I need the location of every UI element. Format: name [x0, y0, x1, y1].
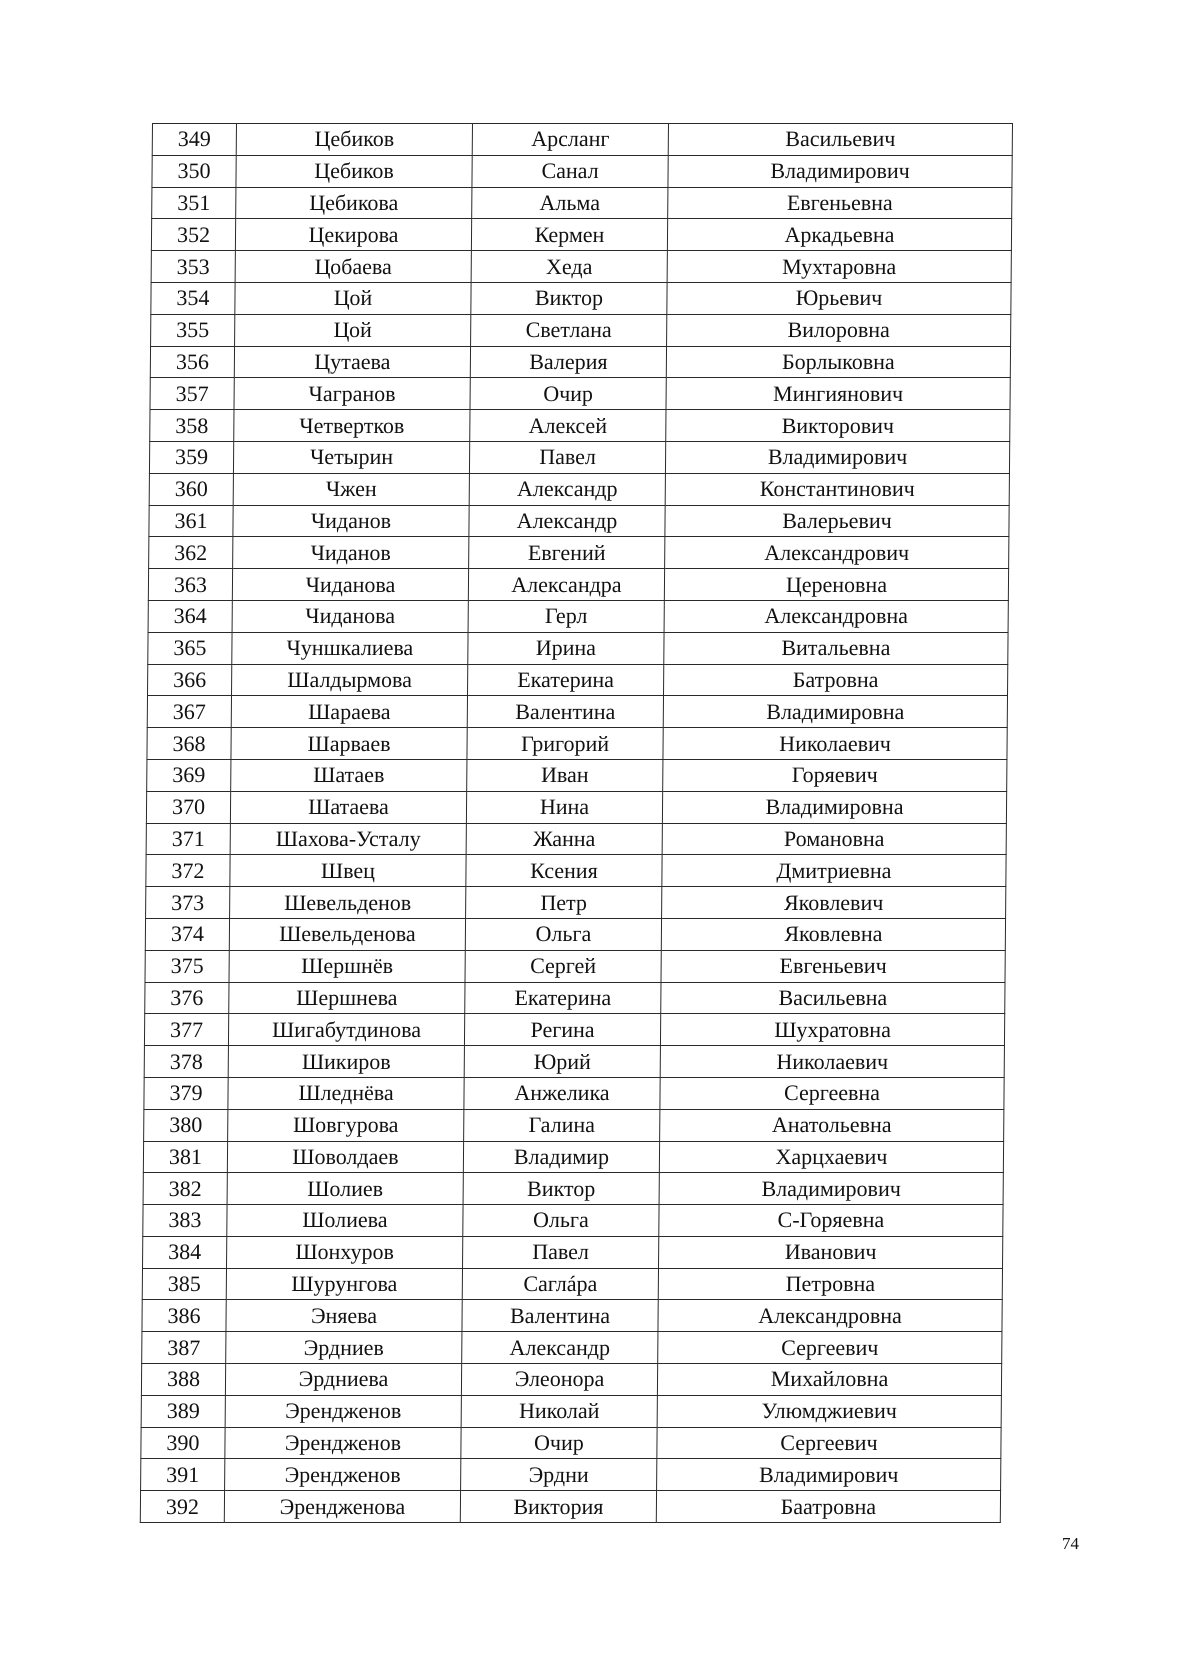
- row-number-cell: 379: [144, 1077, 228, 1109]
- patronymic-cell: Александровна: [664, 600, 1008, 632]
- table-row: [150, 346, 1010, 378]
- table-row: [151, 251, 1011, 283]
- patronymic-cell: Дмитриевна: [662, 855, 1006, 887]
- last-name-cell: Шевельденов: [230, 887, 466, 919]
- first-name-cell: Виктор: [471, 282, 667, 314]
- last-name-cell: Чжен: [233, 473, 469, 505]
- patronymic-cell: Витальевна: [664, 632, 1008, 664]
- last-name-cell: Чагранов: [234, 378, 470, 410]
- patronymic-cell: Николаевич: [660, 1046, 1004, 1078]
- table-row: [148, 632, 1008, 664]
- patronymic-cell: Евгеньевич: [661, 950, 1005, 982]
- last-name-cell: Цебиков: [236, 124, 472, 156]
- row-number-cell: 364: [148, 600, 232, 632]
- first-name-cell: Ксения: [466, 855, 662, 887]
- row-number-cell: 376: [145, 982, 229, 1014]
- last-name-cell: Четвертков: [234, 410, 470, 442]
- table-row: [149, 441, 1009, 473]
- name-list-body: [140, 124, 1012, 1523]
- row-number-cell: 360: [149, 473, 233, 505]
- patronymic-cell: Баатровна: [656, 1491, 1000, 1523]
- table-row: [144, 1014, 1004, 1046]
- first-name-cell: Арсланг: [472, 124, 668, 156]
- row-number-cell: 356: [150, 346, 234, 378]
- patronymic-cell: Юрьевич: [667, 282, 1011, 314]
- first-name-cell: Ольга: [463, 1205, 659, 1237]
- first-name-cell: Екатерина: [468, 664, 664, 696]
- first-name-cell: Валерия: [470, 346, 666, 378]
- patronymic-cell: Владимирович: [659, 1173, 1003, 1205]
- table-row: [145, 982, 1005, 1014]
- patronymic-cell: Владимирович: [668, 155, 1012, 187]
- patronymic-cell: Александровна: [658, 1300, 1002, 1332]
- first-name-cell: Валентина: [462, 1300, 658, 1332]
- last-name-cell: Чуншкалиева: [232, 632, 468, 664]
- first-name-cell: Жанна: [466, 823, 662, 855]
- patronymic-cell: Владимировна: [662, 791, 1006, 823]
- table-row: [142, 1332, 1002, 1364]
- row-number-cell: 350: [152, 155, 236, 187]
- row-number-cell: 359: [149, 441, 233, 473]
- first-name-cell: Регина: [464, 1014, 660, 1046]
- patronymic-cell: Владимировна: [663, 696, 1007, 728]
- row-number-cell: 390: [141, 1427, 225, 1459]
- last-name-cell: Цутаева: [234, 346, 470, 378]
- row-number-cell: 372: [146, 855, 230, 887]
- last-name-cell: Шатаев: [231, 759, 467, 791]
- row-number-cell: 381: [143, 1141, 227, 1173]
- row-number-cell: 363: [148, 569, 232, 601]
- patronymic-cell: Николаевич: [663, 728, 1007, 760]
- patronymic-cell: С-Горяевна: [659, 1205, 1003, 1237]
- row-number-cell: 357: [150, 378, 234, 410]
- first-name-cell: Альма: [472, 187, 668, 219]
- row-number-cell: 361: [149, 505, 233, 537]
- patronymic-cell: Владимирович: [657, 1459, 1001, 1491]
- first-name-cell: Александр: [469, 473, 665, 505]
- table-row: [141, 1427, 1001, 1459]
- table-row: [150, 410, 1010, 442]
- patronymic-cell: Яковлевич: [662, 887, 1006, 919]
- first-name-cell: Очир: [461, 1427, 657, 1459]
- table-row: [144, 1046, 1004, 1078]
- row-number-cell: 349: [152, 124, 236, 156]
- patronymic-cell: Константинович: [665, 473, 1009, 505]
- last-name-cell: Шурунгова: [226, 1268, 462, 1300]
- row-number-cell: 358: [150, 410, 234, 442]
- patronymic-cell: Евгеньевна: [668, 187, 1012, 219]
- first-name-cell: Александра: [468, 569, 664, 601]
- patronymic-cell: Сергеевна: [660, 1077, 1004, 1109]
- row-number-cell: 389: [141, 1395, 225, 1427]
- last-name-cell: Четырин: [233, 441, 469, 473]
- patronymic-cell: Цереновна: [664, 569, 1008, 601]
- table-row: [147, 728, 1007, 760]
- patronymic-cell: Борлыковна: [666, 346, 1010, 378]
- last-name-cell: Шершнёв: [229, 950, 465, 982]
- table-row: [146, 887, 1006, 919]
- first-name-cell: Очир: [470, 378, 666, 410]
- table-row: [142, 1300, 1002, 1332]
- table-row: [147, 696, 1007, 728]
- table-row: [147, 759, 1007, 791]
- first-name-cell: Ольга: [465, 918, 661, 950]
- table-row: [143, 1141, 1003, 1173]
- first-name-cell: Владимир: [463, 1141, 659, 1173]
- table-row: [145, 950, 1005, 982]
- last-name-cell: Эрендженов: [225, 1395, 461, 1427]
- patronymic-cell: Михайловна: [657, 1364, 1001, 1396]
- patronymic-cell: Викторович: [666, 410, 1010, 442]
- patronymic-cell: Петровна: [658, 1268, 1002, 1300]
- patronymic-cell: Улюмджиевич: [657, 1395, 1001, 1427]
- last-name-cell: Эрдниева: [225, 1364, 461, 1396]
- row-number-cell: 375: [145, 950, 229, 982]
- first-name-cell: Григорий: [467, 728, 663, 760]
- last-name-cell: Цой: [235, 282, 471, 314]
- last-name-cell: Шатаева: [230, 791, 466, 823]
- last-name-cell: Эрендженова: [224, 1491, 460, 1523]
- first-name-cell: Сергей: [465, 950, 661, 982]
- row-number-cell: 362: [149, 537, 233, 569]
- row-number-cell: 351: [152, 187, 236, 219]
- table-row: [149, 473, 1009, 505]
- row-number-cell: 374: [145, 918, 229, 950]
- patronymic-cell: Александрович: [665, 537, 1009, 569]
- row-number-cell: 386: [142, 1300, 226, 1332]
- patronymic-cell: Мингиянович: [666, 378, 1010, 410]
- patronymic-cell: Аркадьевна: [667, 219, 1011, 251]
- patronymic-cell: Сергеевич: [657, 1427, 1001, 1459]
- table-row: [141, 1364, 1001, 1396]
- first-name-cell: Галина: [464, 1109, 660, 1141]
- last-name-cell: Эрдниев: [226, 1332, 462, 1364]
- patronymic-cell: Харцхаевич: [659, 1141, 1003, 1173]
- row-number-cell: 365: [148, 632, 232, 664]
- row-number-cell: 371: [146, 823, 230, 855]
- last-name-cell: Цебиков: [236, 155, 472, 187]
- patronymic-cell: Романовна: [662, 823, 1006, 855]
- first-name-cell: Санал: [472, 155, 668, 187]
- row-number-cell: 378: [144, 1046, 228, 1078]
- last-name-cell: Цекирова: [235, 219, 471, 251]
- row-number-cell: 384: [143, 1236, 227, 1268]
- row-number-cell: 383: [143, 1205, 227, 1237]
- patronymic-cell: Мухтаровна: [667, 251, 1011, 283]
- table-row: [145, 918, 1005, 950]
- first-name-cell: Анжелика: [464, 1077, 660, 1109]
- table-row: [152, 124, 1012, 156]
- first-name-cell: Юрий: [464, 1046, 660, 1078]
- first-name-cell: Хеда: [471, 251, 667, 283]
- table-row: [146, 823, 1006, 855]
- row-number-cell: 353: [151, 251, 235, 283]
- row-number-cell: 369: [147, 759, 231, 791]
- page-number: 74: [1062, 1534, 1079, 1553]
- first-name-cell: Екатерина: [465, 982, 661, 1014]
- table-row: [148, 664, 1008, 696]
- last-name-cell: Шолиева: [227, 1205, 463, 1237]
- row-number-cell: 355: [151, 314, 235, 346]
- patronymic-cell: Валерьевич: [665, 505, 1009, 537]
- patronymic-cell: Иванович: [659, 1236, 1003, 1268]
- row-number-cell: 385: [142, 1268, 226, 1300]
- row-number-cell: 388: [141, 1364, 225, 1396]
- first-name-cell: Валентина: [467, 696, 663, 728]
- last-name-cell: Шовгурова: [228, 1109, 464, 1141]
- first-name-cell: Александр: [469, 505, 665, 537]
- last-name-cell: Швец: [230, 855, 466, 887]
- row-number-cell: 366: [148, 664, 232, 696]
- patronymic-cell: Шухратовна: [660, 1014, 1004, 1046]
- first-name-cell: Кермен: [471, 219, 667, 251]
- last-name-cell: Шигабутдинова: [228, 1014, 464, 1046]
- first-name-cell: Саглáра: [462, 1268, 658, 1300]
- first-name-cell: Нина: [466, 791, 662, 823]
- table-row: [141, 1395, 1001, 1427]
- table-row: [150, 378, 1010, 410]
- last-name-cell: Шалдырмова: [232, 664, 468, 696]
- first-name-cell: Ирина: [468, 632, 664, 664]
- table-row: [143, 1173, 1003, 1205]
- patronymic-cell: Вилоровна: [667, 314, 1011, 346]
- last-name-cell: Шолиев: [227, 1173, 463, 1205]
- last-name-cell: Шарваев: [231, 728, 467, 760]
- last-name-cell: Шикиров: [228, 1046, 464, 1078]
- table-row: [141, 1459, 1001, 1491]
- table-row: [140, 1491, 1000, 1523]
- patronymic-cell: Васильевна: [661, 982, 1005, 1014]
- patronymic-cell: Васильевич: [668, 124, 1012, 156]
- row-number-cell: 382: [143, 1173, 227, 1205]
- last-name-cell: Шершнева: [229, 982, 465, 1014]
- last-name-cell: Шонхуров: [227, 1236, 463, 1268]
- patronymic-cell: Владимирович: [665, 441, 1009, 473]
- last-name-cell: Чиданова: [232, 600, 468, 632]
- first-name-cell: Иван: [467, 759, 663, 791]
- last-name-cell: Шледнёва: [228, 1077, 464, 1109]
- row-number-cell: 367: [147, 696, 231, 728]
- table-row: [151, 314, 1011, 346]
- first-name-cell: Александр: [462, 1332, 658, 1364]
- last-name-cell: Эрендженов: [225, 1459, 461, 1491]
- table-row: [152, 155, 1012, 187]
- last-name-cell: Цебикова: [236, 187, 472, 219]
- table-row: [149, 537, 1009, 569]
- first-name-cell: Виктор: [463, 1173, 659, 1205]
- patronymic-cell: Батровна: [664, 664, 1008, 696]
- name-list-table: [140, 123, 1013, 1523]
- last-name-cell: Цой: [235, 314, 471, 346]
- first-name-cell: Герл: [468, 600, 664, 632]
- first-name-cell: Павел: [463, 1236, 659, 1268]
- row-number-cell: 370: [146, 791, 230, 823]
- table-row: [142, 1268, 1002, 1300]
- last-name-cell: Шахова-Усталу: [230, 823, 466, 855]
- table-row: [148, 569, 1008, 601]
- first-name-cell: Эрдни: [461, 1459, 657, 1491]
- table-row: [149, 505, 1009, 537]
- table-row: [146, 791, 1006, 823]
- last-name-cell: Чиданов: [233, 537, 469, 569]
- row-number-cell: 392: [140, 1491, 224, 1523]
- row-number-cell: 354: [151, 282, 235, 314]
- last-name-cell: Шараева: [231, 696, 467, 728]
- last-name-cell: Шевельденова: [229, 918, 465, 950]
- table-row: [144, 1077, 1004, 1109]
- first-name-cell: Элеонора: [461, 1364, 657, 1396]
- last-name-cell: Чиданова: [232, 569, 468, 601]
- table-row: [146, 855, 1006, 887]
- patronymic-cell: Яковлевна: [661, 918, 1005, 950]
- last-name-cell: Чиданов: [233, 505, 469, 537]
- last-name-cell: Эрендженов: [225, 1427, 461, 1459]
- row-number-cell: 368: [147, 728, 231, 760]
- table-row: [151, 282, 1011, 314]
- table-row: [143, 1236, 1003, 1268]
- first-name-cell: Евгений: [469, 537, 665, 569]
- row-number-cell: 377: [144, 1014, 228, 1046]
- first-name-cell: Павел: [469, 441, 665, 473]
- first-name-cell: Алексей: [470, 410, 666, 442]
- row-number-cell: 352: [151, 219, 235, 251]
- table-row: [143, 1205, 1003, 1237]
- table-row: [151, 219, 1011, 251]
- first-name-cell: Николай: [461, 1395, 657, 1427]
- patronymic-cell: Сергеевич: [658, 1332, 1002, 1364]
- last-name-cell: Шоволдаев: [227, 1141, 463, 1173]
- table-row: [144, 1109, 1004, 1141]
- table-row: [152, 187, 1012, 219]
- patronymic-cell: Горяевич: [663, 759, 1007, 791]
- last-name-cell: Цобаева: [235, 251, 471, 283]
- row-number-cell: 391: [141, 1459, 225, 1491]
- row-number-cell: 387: [142, 1332, 226, 1364]
- table-row: [148, 600, 1008, 632]
- first-name-cell: Виктория: [460, 1491, 656, 1523]
- row-number-cell: 380: [144, 1109, 228, 1141]
- first-name-cell: Светлана: [471, 314, 667, 346]
- patronymic-cell: Анатольевна: [660, 1109, 1004, 1141]
- last-name-cell: Эняева: [226, 1300, 462, 1332]
- first-name-cell: Петр: [466, 887, 662, 919]
- row-number-cell: 373: [146, 887, 230, 919]
